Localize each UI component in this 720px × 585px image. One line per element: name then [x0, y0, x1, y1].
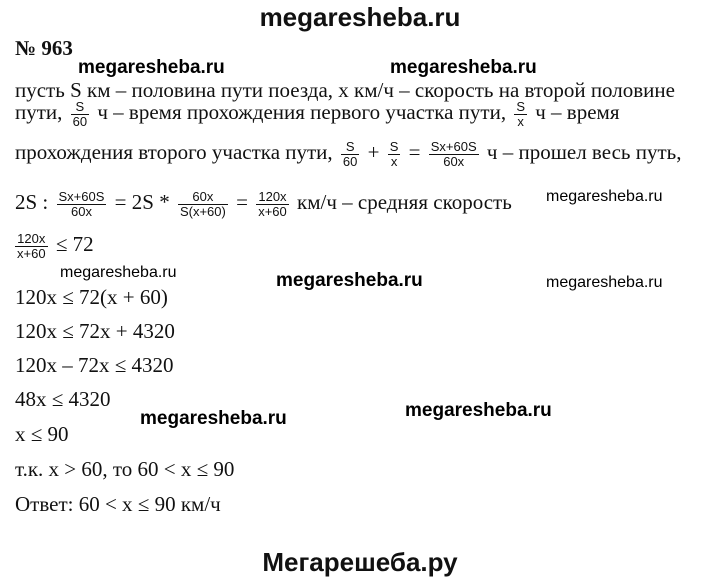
watermark: megaresheba.ru [276, 270, 423, 291]
fraction [429, 140, 479, 168]
watermark: megaresheba.ru [60, 264, 177, 281]
text-line-12: Ответ: 60 < x ≤ 90 км/ч [15, 492, 221, 516]
site-title: megaresheba.ru [259, 2, 461, 32]
fraction [178, 190, 228, 218]
watermark: megaresheba.ru [78, 57, 225, 78]
fraction-numerator: S [516, 99, 525, 115]
text-fragment: = [236, 190, 248, 214]
text-line-6: 120x ≤ 72(x + 60) [15, 285, 168, 309]
text-fragment: пути, [15, 100, 63, 124]
fraction-denominator: 60 [72, 113, 88, 129]
text-fragment: ч – время прохождения первого участка пути, [97, 100, 507, 124]
fraction [514, 100, 527, 128]
text-line-8: 120x – 72x ≤ 4320 [15, 353, 174, 377]
text-line-5 [12, 232, 94, 260]
watermark: megaresheba.ru [140, 408, 287, 429]
text-fragment: 2S : [15, 190, 49, 214]
text-fragment: ч – прошел весь путь, [486, 140, 682, 164]
text-fragment: прохождения второго участка пути, [15, 140, 333, 164]
text-line-10: x ≤ 90 [15, 422, 69, 446]
fraction-numerator: S [341, 140, 359, 155]
watermark: megaresheba.ru [390, 57, 537, 78]
fraction [341, 140, 359, 168]
fraction-denominator: x [517, 113, 524, 129]
fraction [388, 140, 401, 168]
text-line-9: 48x ≤ 4320 [15, 387, 111, 411]
fraction-numerator: Sx+60S [58, 189, 105, 205]
text-fragment: ч – время [535, 100, 620, 124]
text-line-4 [15, 190, 512, 218]
fraction [256, 190, 289, 218]
text-line-3 [15, 140, 681, 168]
fraction-numerator: 120x [256, 190, 289, 205]
watermark: megaresheba.ru [405, 400, 552, 421]
fraction-numerator: Sx+60S [430, 139, 477, 155]
text-line-1: пусть S км – половина пути поезда, x км/ч – скорость на второй половине [15, 78, 675, 102]
text-fragment: = [408, 140, 421, 164]
fraction-numerator: S [389, 139, 399, 155]
text-line-2 [15, 100, 620, 128]
fraction-denominator: 60x [443, 153, 465, 169]
fraction [71, 100, 89, 128]
problem-number: № 963 [15, 36, 73, 60]
text-line-11: т.к. x > 60, то 60 < x ≤ 90 [15, 457, 235, 481]
text-fragment: = 2S * [114, 190, 170, 214]
watermark: megaresheba.ru [546, 274, 663, 291]
fraction-numerator: S [71, 100, 89, 115]
watermark: megaresheba.ru [546, 188, 663, 205]
fraction-denominator: x+60 [17, 245, 46, 261]
text-fragment: + [367, 140, 380, 164]
fraction-denominator: 60 [342, 153, 358, 169]
fraction-numerator: 60x [178, 190, 228, 205]
text-fragment: ≤ 72 [55, 232, 94, 256]
fraction-denominator: 60x [70, 203, 92, 219]
fraction-denominator: S(x+60) [179, 203, 226, 219]
text-line-7: 120x ≤ 72x + 4320 [15, 319, 175, 343]
fraction-denominator: x [390, 153, 398, 169]
fraction [57, 190, 107, 218]
fraction [15, 232, 48, 260]
footer-title: Мегарешеба.ру [262, 547, 458, 577]
text-fragment: км/ч – средняя скорость [297, 190, 512, 214]
fraction-denominator: x+60 [258, 203, 287, 219]
fraction-numerator: 120x [15, 232, 48, 247]
